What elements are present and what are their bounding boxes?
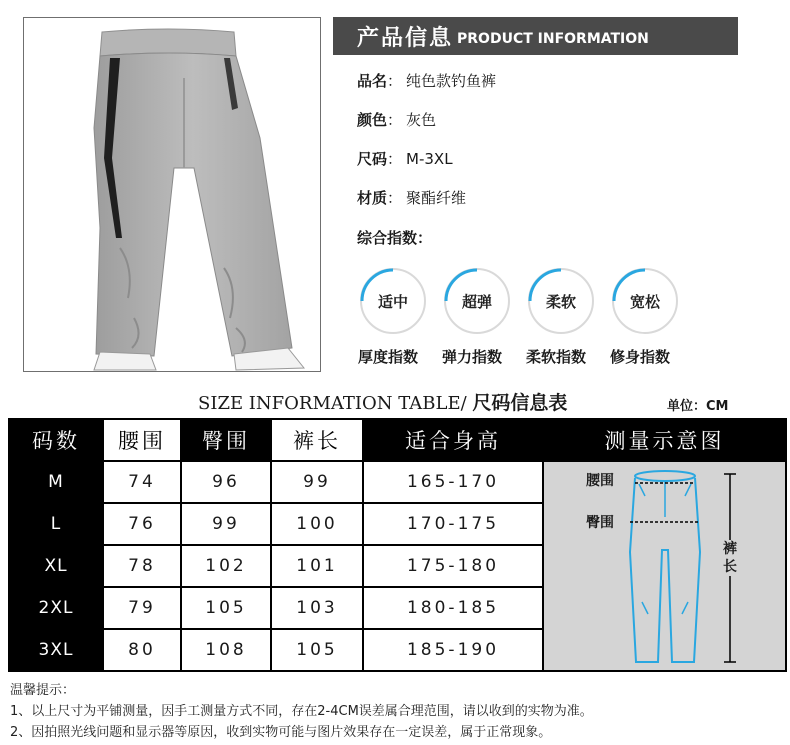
cell-size: XL: [9, 545, 103, 587]
info-key: 品名: [357, 72, 388, 90]
rating-value: 柔软: [545, 292, 576, 311]
cell-height: 180-185: [363, 587, 543, 629]
cell-length: 101: [271, 545, 363, 587]
header-diagram: 测量示意图: [543, 419, 786, 461]
info-value: 聚酯纤维: [406, 189, 467, 207]
cell-waist: 79: [103, 587, 181, 629]
size-unit: 单位：CM: [667, 399, 729, 414]
rating-circle: [444, 268, 510, 334]
pants-outline-icon: [544, 462, 785, 670]
note-item: 1、以上尺寸为平铺测量，因手工测量方式不同，存在2-4CM误差属合理范围，请以收到的实物为准。: [10, 704, 593, 719]
cell-height: 175-180: [363, 545, 543, 587]
info-value: 灰色: [406, 111, 437, 129]
info-line-material: 材质 ： 聚酯纤维: [357, 185, 496, 224]
info-line-size: 尺码 ： M-3XL: [357, 146, 496, 185]
info-key: 颜色: [357, 111, 388, 129]
rating-name: 柔软指数: [526, 348, 587, 366]
size-table-title-en: SIZE INFORMATION TABLE/: [198, 393, 473, 414]
cell-waist: 74: [103, 461, 181, 503]
cell-height: 170-175: [363, 503, 543, 545]
rating-value: 适中: [377, 292, 408, 311]
info-line-name: 品名 ： 纯色款钓鱼裤: [357, 68, 496, 107]
rating-indicators: [360, 268, 696, 367]
measurement-diagram: [543, 461, 786, 671]
cell-waist: 78: [103, 545, 181, 587]
rating-circle: [360, 268, 426, 334]
header-size: 码数: [9, 419, 103, 461]
cell-hip: 99: [181, 503, 271, 545]
cell-size: M: [9, 461, 103, 503]
info-key: 材质: [357, 189, 388, 207]
cell-height: 165-170: [363, 461, 543, 503]
rating-name: 弹力指数: [442, 348, 503, 366]
cell-length: 100: [271, 503, 363, 545]
cell-hip: 105: [181, 587, 271, 629]
pants-illustration: [24, 18, 320, 371]
rating-arc-icon: [360, 268, 426, 334]
info-key: 尺码: [357, 150, 388, 168]
size-table: [8, 418, 787, 672]
cell-length: 99: [271, 461, 363, 503]
notes: [10, 680, 593, 743]
rating-fit: [612, 268, 696, 367]
cell-size: L: [9, 503, 103, 545]
rating-thickness: [360, 268, 444, 367]
cell-length: 105: [271, 629, 363, 671]
product-photo: [23, 17, 321, 372]
rating-arc-icon: [612, 268, 678, 334]
rating-arc-icon: [528, 268, 594, 334]
rating-name: 厚度指数: [358, 348, 419, 366]
size-table-title-cn: 尺码信息表: [472, 392, 568, 414]
diagram-label-length: 裤长: [723, 541, 737, 575]
rating-circle: [612, 268, 678, 334]
product-info-title-en: PRODUCT INFORMATION: [457, 31, 649, 47]
cell-waist: 76: [103, 503, 181, 545]
diagram-label-waist: 腰围: [586, 473, 614, 489]
cell-hip: 96: [181, 461, 271, 503]
rating-elasticity: [444, 268, 528, 367]
header-waist: 腰围: [103, 419, 181, 461]
info-value: M-3XL: [406, 150, 453, 168]
rating-circle: [528, 268, 594, 334]
rating-arc-icon: [444, 268, 510, 334]
header-length: 裤长: [271, 419, 363, 461]
size-table-title: [198, 388, 567, 415]
rating-name: 修身指数: [610, 348, 671, 366]
cell-hip: 102: [181, 545, 271, 587]
rating-label: 综合指数：: [357, 229, 433, 247]
rating-value: 超弹: [461, 292, 492, 311]
product-info-title: 产品信息: [357, 25, 454, 51]
cell-size: 3XL: [9, 629, 103, 671]
product-info-header: [333, 17, 738, 55]
cell-length: 103: [271, 587, 363, 629]
rating-value: 宽松: [629, 292, 660, 311]
info-value: 纯色款钓鱼裤: [406, 72, 497, 90]
rating-softness: [528, 268, 612, 367]
cell-size: 2XL: [9, 587, 103, 629]
table-header-row: [9, 419, 786, 461]
cell-waist: 80: [103, 629, 181, 671]
header-height: 适合身高: [363, 419, 543, 461]
header-hip: 臀围: [181, 419, 271, 461]
diagram-label-hip: 臀围: [586, 515, 614, 531]
product-info-list: [357, 68, 496, 224]
cell-height: 185-190: [363, 629, 543, 671]
note-item: 2、因拍照光线问题和显示器等原因，收到实物可能与图片效果存在一定误差，属于正常现象。: [10, 725, 552, 740]
cell-hip: 108: [181, 629, 271, 671]
table-row: [9, 461, 786, 503]
info-line-color: 颜色 ： 灰色: [357, 107, 496, 146]
notes-title: 温馨提示：: [10, 683, 76, 698]
